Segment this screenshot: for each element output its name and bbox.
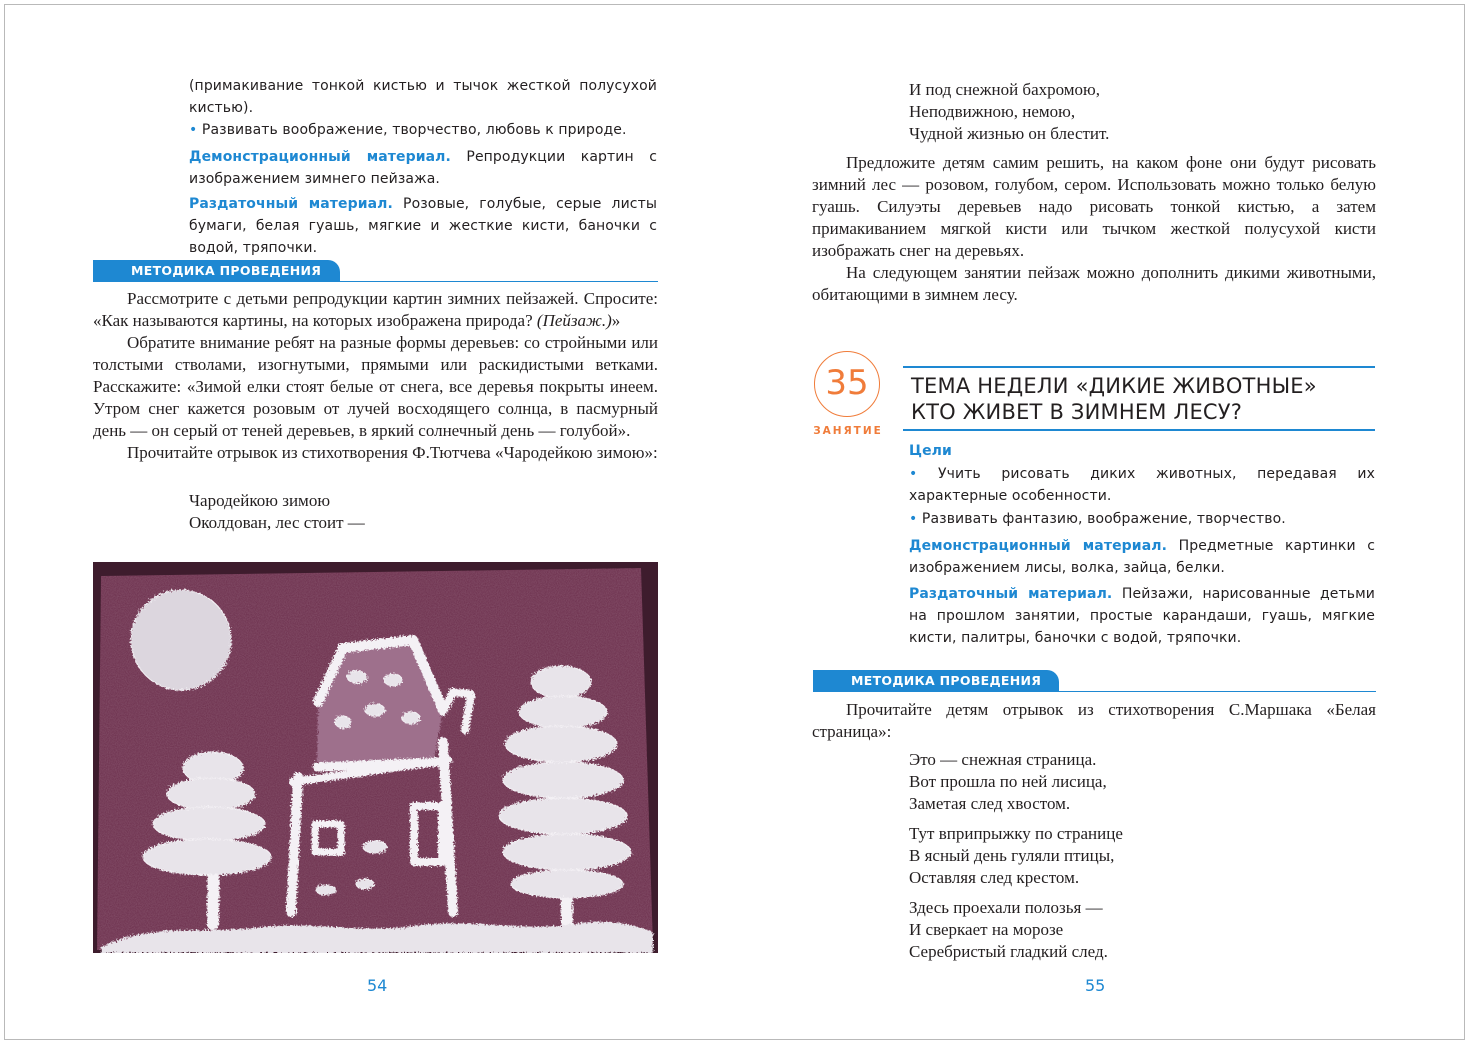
bullet-icon: • xyxy=(909,466,918,482)
poem-stanza xyxy=(909,749,1123,815)
continuation-body xyxy=(812,152,1376,306)
poem-line: И сверкает на морозе xyxy=(909,920,1064,939)
method-header xyxy=(813,670,1376,698)
goal-item: • Учить рисовать диких животных, передавая их характерные особенности. xyxy=(909,466,1375,504)
theme-title: ТЕМА НЕДЕЛИ «ДИКИЕ ЖИВОТНЫЕ» xyxy=(911,374,1317,398)
poem-line: Здесь проехали полозья — xyxy=(909,898,1103,917)
body-paragraph: Прочитайте отрывок из стихотворения Ф.Тютчева «Чародейкою зимою»: xyxy=(127,443,658,462)
header-rule xyxy=(813,691,1376,692)
method-body xyxy=(812,699,1376,743)
poem-line: Неподвижною, немою, xyxy=(909,102,1076,121)
demo-material-label: Демонстрационный материал. xyxy=(189,149,451,165)
goal-item: • Развивать фантазию, воображение, творчество. xyxy=(909,511,1286,527)
method-header xyxy=(93,260,658,288)
handout-material xyxy=(909,583,1375,649)
poem-marshak xyxy=(909,749,1123,963)
lesson-word: ЗАНЯТИЕ xyxy=(813,425,883,437)
demo-material xyxy=(189,146,657,190)
page-number: 54 xyxy=(367,976,388,995)
body-paragraph: Обратите внимание ребят на разные формы деревьев: со стройными или толстыми стволами, изогнутыми, прямыми или раскидистыми ветками. Расскажите: «Зимой елки стоят белые от снега, все деревья покрыты инеем. Утром снег кажется розовым от лучей восходящего солнца, в пасмурный день — он серый от теней деревьев, в яркий солнечный день — голубой». xyxy=(93,333,658,440)
intro-paragraph: (примакивание тонкой кистью и тычок жесткой полусухой кистью). xyxy=(189,78,657,116)
poem-line: Чудной жизнью он блестит. xyxy=(909,124,1110,143)
poem-line: Чародейкою зимою xyxy=(189,491,331,510)
poem-stanza xyxy=(909,823,1123,889)
lesson-title-rule-top xyxy=(903,366,1375,368)
goal-item: • Развивать воображение, творчество, любовь к природе. xyxy=(189,122,627,138)
demo-material xyxy=(909,535,1375,579)
poem-line: В ясный день гуляли птицы, xyxy=(909,846,1115,865)
poem-line: Серебристый гладкий след. xyxy=(909,942,1108,961)
demo-material-label: Демонстрационный материал. xyxy=(909,538,1168,554)
goals-label: Цели xyxy=(909,443,952,459)
poem-line: Вот прошла по ней лисица, xyxy=(909,772,1107,791)
poem-stanza xyxy=(909,897,1123,963)
method-header-label: МЕТОДИКА ПРОВЕДЕНИЯ xyxy=(813,670,1059,691)
handout-material-text: Пейзажи, нарисованные детьми на прошлом занятии, простые карандаши, гуашь, мягкие кисти, палитры, баночки с водой, тряпочки. xyxy=(909,586,1375,646)
left-page xyxy=(0,0,735,1046)
lesson-title-rule-bottom xyxy=(903,429,1375,431)
child-painting-photo xyxy=(93,562,658,953)
handout-material-label: Раздаточный материал. xyxy=(909,586,1113,602)
bullet-icon: • xyxy=(909,511,918,527)
bullet-icon: • xyxy=(189,122,198,138)
poem-line: И под снежной бахромою, xyxy=(909,80,1100,99)
poem-line: Это — снежная страница. xyxy=(909,750,1097,769)
demo-material-text: Предметные картинки с изображением лисы, волка, зайца, белки. xyxy=(909,538,1375,576)
poem-line: Заметая след хвостом. xyxy=(909,794,1071,813)
lesson-title: КТО ЖИВЕТ В ЗИМНЕМ ЛЕСУ? xyxy=(911,400,1243,424)
poem-line: Околдован, лес стоит — xyxy=(189,513,365,532)
body-paragraph: На следующем занятии пейзаж можно дополнить дикими животными, обитающими в зимнем лесу. xyxy=(812,263,1376,304)
body-paragraph: Прочитайте детям отрывок из стихотворения С.Маршака «Белая страница»: xyxy=(812,700,1376,741)
handout-material xyxy=(189,193,657,259)
poem-tyutchev xyxy=(189,490,365,534)
body-paragraph: Рассмотрите с детьми репродукции картин зимних пейзажей. Спросите: «Как называются картины, на которых изображена природа? (Пейзаж.)» xyxy=(93,289,658,330)
page-number: 55 xyxy=(1085,976,1106,995)
body-paragraph: Предложите детям самим решить, на каком фоне они будут рисовать зимний лес — розовом, голубом, сером. Использовать можно только белую гуашь. Силуэты деревьев надо рисовать тонкой кистью, а затем примакиванием мягкой кисти или тычком жесткой полусухой кисти изображать снег на деревьях. xyxy=(812,153,1376,260)
winter-house-painting xyxy=(93,562,658,953)
method-header-label: МЕТОДИКА ПРОВЕДЕНИЯ xyxy=(93,260,340,281)
handout-material-label: Раздаточный материал. xyxy=(189,196,393,212)
handout-material-text: Розовые, голубые, серые листы бумаги, белая гуашь, мягкие и жесткие кисти, баночки с водой, тряпочки. xyxy=(189,196,657,256)
lesson-number: 35 xyxy=(825,363,869,403)
lesson-badge xyxy=(811,351,885,441)
right-page xyxy=(735,0,1471,1046)
poem-tyutchev-continued xyxy=(909,79,1109,145)
poem-line: Тут вприпрыжку по странице xyxy=(909,824,1123,843)
demo-material-text: Репродукции картин с изображением зимнего пейзажа. xyxy=(189,149,657,187)
poem-line: Оставляя след крестом. xyxy=(909,868,1080,887)
header-rule xyxy=(93,281,658,282)
method-body xyxy=(93,288,658,464)
